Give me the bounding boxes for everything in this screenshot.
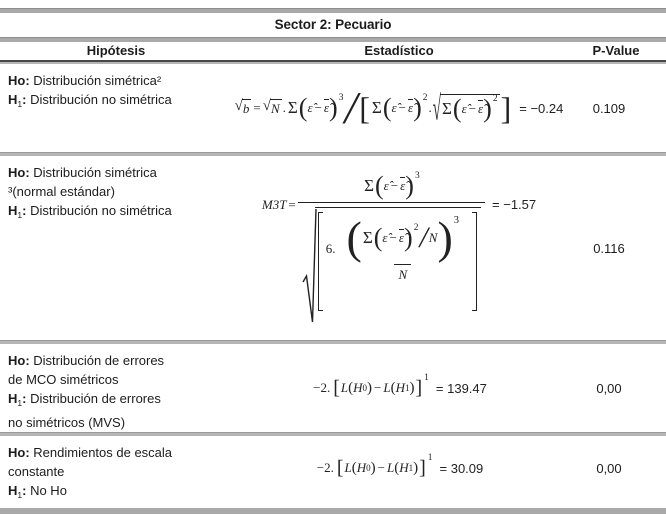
h0-label: Ho: <box>8 73 30 88</box>
subscript-1: 1 <box>404 383 410 393</box>
minus-operator: − <box>468 101 477 116</box>
left-paren: ( <box>373 222 383 252</box>
h1-subscript: 1 <box>17 99 23 109</box>
exponent-2: 2 <box>422 93 428 103</box>
row3-statistic-cell <box>232 344 566 432</box>
minus-operator: − <box>398 100 406 115</box>
epsilon-hat: ε̂ <box>307 100 313 115</box>
left-bracket: [ <box>359 90 370 126</box>
minus-operator: − <box>314 100 322 115</box>
var-H: H <box>353 380 363 395</box>
dot-operator: . <box>428 100 432 115</box>
var-H: H <box>356 460 367 475</box>
exponent-3: 3 <box>338 93 344 103</box>
statistic-result: = −0.24 <box>519 100 564 116</box>
subscript-0: 0 <box>362 383 368 393</box>
right-bracket: ] <box>415 377 423 399</box>
left-paren: ( <box>375 170 384 200</box>
column-header-row <box>0 42 666 60</box>
row4-pvalue: 0,00 <box>596 460 622 476</box>
equals-operator: = <box>288 196 296 212</box>
left-paren: ( <box>382 93 392 122</box>
row3-hypothesis-cell <box>0 344 232 432</box>
hypothesis-line <box>8 351 228 370</box>
residual-deviation-cubed <box>299 95 344 121</box>
var-N: N <box>270 101 280 116</box>
h1-label: H <box>8 203 18 218</box>
hypothesis-text: Distribución no simétrica <box>26 92 172 107</box>
row2-hypothesis-cell <box>0 156 232 340</box>
bottom-rule <box>0 508 666 514</box>
right-paren: ) <box>413 459 419 476</box>
exponent-2: 2 <box>492 94 498 104</box>
row3-pvalue: 0,00 <box>596 380 622 396</box>
h0-label: Ho: <box>8 165 30 180</box>
neg-two-coefficient: −2. <box>316 460 334 475</box>
hypothesis-line <box>8 182 228 201</box>
main-fraction <box>298 170 485 324</box>
hypothesis-line <box>8 481 228 505</box>
table-row-1 <box>0 64 666 152</box>
variance-ratio-cubed <box>346 211 460 263</box>
h1-subscript: 1 <box>17 398 23 408</box>
right-paren: ) <box>437 211 453 263</box>
statistic-result: = 139.47 <box>435 380 487 396</box>
row1-statistic-cell <box>232 64 566 152</box>
hypothesis-text: de MCO simétricos <box>8 372 119 387</box>
minus-operator: − <box>390 177 399 193</box>
exponent-2: 2 <box>413 222 419 233</box>
residual-deviation-squared <box>453 96 498 122</box>
likelihood-ratio-formula <box>311 373 487 399</box>
residual-deviation-squared <box>373 222 419 252</box>
radical-sign: √ <box>262 98 271 114</box>
inner-fraction <box>339 211 468 283</box>
right-paren: ) <box>329 93 338 122</box>
hypothesis-line <box>8 71 228 90</box>
right-paren: ) <box>409 379 415 396</box>
subscript-0: 0 <box>366 463 371 473</box>
hypothesis-text: No Ho <box>26 483 67 498</box>
left-paren: ( <box>452 94 462 123</box>
h1-label: H <box>8 483 18 498</box>
h0-label: Ho: <box>8 353 30 368</box>
minus-operator: − <box>374 380 382 395</box>
hypothesis-text: no simétricos (MVS) <box>8 415 126 430</box>
hypothesis-text: Rendimientos de escala <box>29 445 173 460</box>
hypothesis-line <box>8 389 228 413</box>
h1-colon: : <box>22 203 27 218</box>
exponent-1: 1 <box>424 373 429 383</box>
hypothesis-line <box>8 443 228 462</box>
minus-operator: − <box>377 460 385 475</box>
table-row-4 <box>0 436 666 500</box>
table-title: Sector 2: Pecuario <box>274 17 392 32</box>
hypothesis-line <box>8 370 228 389</box>
row4-statistic-cell <box>232 436 566 500</box>
column-header-hypothesis: Hipótesis <box>86 43 146 58</box>
left-paren: ( <box>298 93 308 122</box>
minus-operator: − <box>389 229 397 245</box>
row4-hypothesis-cell <box>0 436 232 500</box>
hypothesis-text: Distribución de errores <box>26 391 161 406</box>
hypothesis-text: Distribución simétrica <box>29 165 157 180</box>
row2-statistic-cell <box>232 156 566 340</box>
h1-label: H <box>8 92 18 107</box>
residual-deviation-cubed <box>375 170 420 200</box>
big-square-root <box>302 207 481 324</box>
sum-operator: Σ <box>371 98 382 117</box>
hypothesis-text: Distribución no simétrica <box>26 203 172 218</box>
hypothesis-text: constante <box>8 464 65 479</box>
radical-sign: √ <box>432 91 441 129</box>
var-b: b <box>242 101 250 116</box>
left-paren: ( <box>351 459 357 476</box>
var-H: H <box>399 460 409 475</box>
right-paren: ) <box>413 93 422 122</box>
left-paren: ( <box>346 211 362 263</box>
hypothesis-text: ³(normal estándar) <box>8 184 115 199</box>
h1-subscript: 1 <box>17 210 23 220</box>
dot-operator: . <box>282 100 286 115</box>
hypothesis-line <box>8 90 228 114</box>
radical-sign: √ <box>234 98 243 114</box>
statistic-result: = −1.57 <box>492 196 537 212</box>
var-N: N <box>398 266 408 282</box>
sum-operator: Σ <box>364 175 374 195</box>
table-row-3 <box>0 344 666 432</box>
right-paren: ) <box>370 459 376 476</box>
left-paren: ( <box>394 459 400 476</box>
row3-hypothesis <box>0 344 232 432</box>
likelihood-L: L <box>383 380 391 395</box>
epsilon-hat-mean: ε̂ <box>478 101 484 117</box>
hypothesis-text: Distribución simétrica² <box>29 73 162 88</box>
hypothesis-line <box>8 413 228 432</box>
exponent-3: 3 <box>414 170 420 181</box>
exponent-1: 1 <box>427 453 433 463</box>
epsilon-hat: ε̂ <box>383 177 389 193</box>
right-bracket: ] <box>419 457 426 479</box>
var-H: H <box>395 380 405 395</box>
hypothesis-line <box>8 201 228 225</box>
neg-two-coefficient: −2. <box>313 380 331 395</box>
right-bracket: ] <box>500 90 512 126</box>
epsilon-hat-mean: ε̂ <box>400 177 406 193</box>
row2-hypothesis <box>0 156 232 225</box>
sum-operator: Σ <box>362 227 373 247</box>
left-paren: ( <box>348 379 354 396</box>
sum-operator: Σ <box>287 98 298 117</box>
left-bracket: [ <box>333 377 340 399</box>
skewness-statistic-formula <box>234 82 564 133</box>
column-header-statistic: Estadístico <box>364 43 434 58</box>
right-paren: ) <box>483 94 492 123</box>
right-paren: ) <box>367 379 373 396</box>
epsilon-hat-mean: ε̂ <box>398 229 405 245</box>
hypothesis-line <box>8 163 228 182</box>
h1-label: H <box>8 391 18 406</box>
hypothesis-text: Distribución de errores <box>29 353 165 368</box>
epsilon-hat: ε̂ <box>391 100 397 115</box>
exponent-3: 3 <box>453 215 460 226</box>
row1-hypothesis-cell <box>0 64 232 152</box>
sqrt-b <box>235 99 252 117</box>
row4-hypothesis <box>0 436 232 505</box>
likelihood-L: L <box>340 380 349 395</box>
sqrt-N <box>263 99 282 117</box>
division-slash: / <box>344 82 358 133</box>
likelihood-ratio-formula <box>315 453 484 479</box>
h0-label: Ho: <box>8 445 30 460</box>
statistic-result: = 30.09 <box>439 460 484 476</box>
sqrt-sum-squared <box>432 91 500 129</box>
h1-colon: : <box>22 483 27 498</box>
row2-pvalue: 0.116 <box>593 240 625 256</box>
epsilon-hat-mean: ε̂ <box>407 100 414 116</box>
epsilon-hat-mean: ε̂ <box>323 100 330 116</box>
equals-operator: = <box>253 100 261 115</box>
epsilon-hat: ε̂ <box>382 229 388 245</box>
likelihood-L: L <box>344 460 352 475</box>
epsilon-hat: ε̂ <box>461 101 467 116</box>
var-N: N <box>428 229 438 245</box>
h1-colon: : <box>22 391 27 406</box>
table-row-2 <box>0 156 666 340</box>
h1-colon: : <box>22 92 27 107</box>
var-M3T: M3T <box>261 196 287 212</box>
row1-hypothesis <box>0 64 232 114</box>
bracket-group <box>318 212 477 311</box>
residual-deviation-squared <box>383 95 428 121</box>
subscript-1: 1 <box>408 463 414 473</box>
top-margin <box>0 0 666 8</box>
row1-pvalue: 0.109 <box>592 100 626 116</box>
hypothesis-line <box>8 462 228 481</box>
left-bracket: [ <box>336 457 344 479</box>
h1-subscript: 1 <box>17 490 23 500</box>
sum-operator: Σ <box>441 99 452 118</box>
likelihood-L: L <box>386 460 395 475</box>
coefficient-6: 6. <box>325 240 336 256</box>
column-header-pvalue: P-Value <box>592 43 640 58</box>
right-paren: ) <box>405 170 414 200</box>
division-slash: / <box>419 220 428 254</box>
right-paren: ) <box>404 222 413 252</box>
right-bracket <box>472 212 477 311</box>
m3t-statistic-formula <box>261 170 537 324</box>
left-paren: ( <box>390 379 396 396</box>
